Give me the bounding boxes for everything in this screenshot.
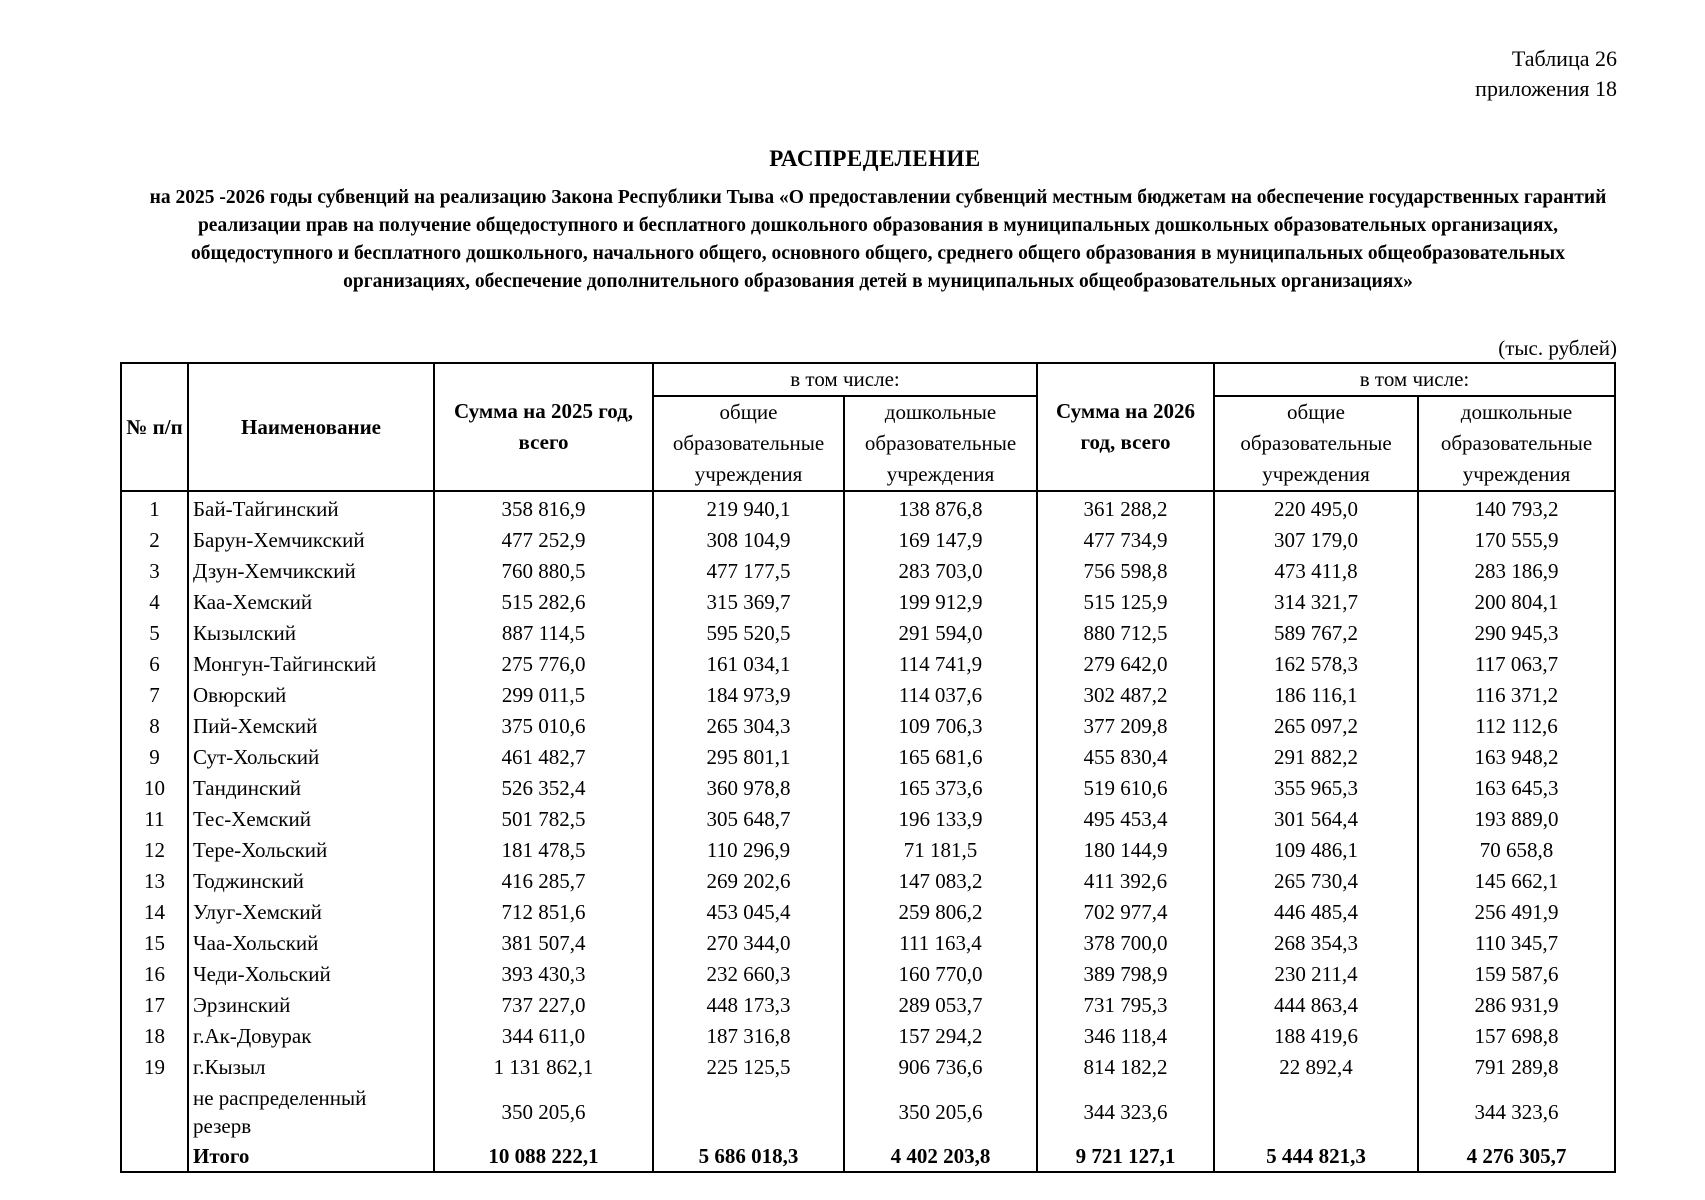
row-number: 15	[121, 928, 188, 959]
preschool-2026-cell: 110 345,7	[1418, 928, 1615, 959]
total-preschool-2025: 4 402 203,8	[844, 1141, 1037, 1172]
sum-2026-cell: 880 712,5	[1037, 618, 1214, 649]
general-2025-cell: 265 304,3	[653, 711, 844, 742]
district-name: Овюрский	[188, 680, 434, 711]
row-number: 6	[121, 649, 188, 680]
table-row	[121, 587, 1615, 618]
total-general-2025: 5 686 018,3	[653, 1141, 844, 1172]
row-number: 8	[121, 711, 188, 742]
sum-2025-cell: 1 131 862,1	[434, 1052, 653, 1083]
general-2025-cell: 187 316,8	[653, 1021, 844, 1052]
general-2025-cell: 477 177,5	[653, 556, 844, 587]
preschool-2025-cell: 906 736,6	[844, 1052, 1037, 1083]
general-2026-cell: 109 486,1	[1214, 835, 1418, 866]
preschool-2026-cell: 157 698,8	[1418, 1021, 1615, 1052]
row-number: 11	[121, 804, 188, 835]
district-name: Тандинский	[188, 773, 434, 804]
general-2026-cell: 230 211,4	[1214, 959, 1418, 990]
total-preschool-2026: 4 276 305,7	[1418, 1141, 1615, 1172]
preschool-2026-cell: 117 063,7	[1418, 649, 1615, 680]
col-header-preschool-2026: дошкольные образовательные учреждения	[1418, 396, 1615, 491]
general-2026-cell: 355 965,3	[1214, 773, 1418, 804]
sum-2025-cell: 358 816,9	[434, 491, 653, 525]
row-number: 12	[121, 835, 188, 866]
sum-2025-cell: 381 507,4	[434, 928, 653, 959]
preschool-2026-cell: 70 658,8	[1418, 835, 1615, 866]
general-2025-cell: 219 940,1	[653, 491, 844, 525]
general-2025-cell: 305 648,7	[653, 804, 844, 835]
sum-2026-cell: 731 795,3	[1037, 990, 1214, 1021]
table-row	[121, 680, 1615, 711]
sum-2025-cell: 181 478,5	[434, 835, 653, 866]
sum-2025-cell: 887 114,5	[434, 618, 653, 649]
general-2026-cell: 162 578,3	[1214, 649, 1418, 680]
units-label: (тыс. рублей)	[1498, 336, 1617, 360]
table-row	[121, 525, 1615, 556]
table-row	[121, 618, 1615, 649]
row-number: 9	[121, 742, 188, 773]
district-name: Чеди-Хольский	[188, 959, 434, 990]
preschool-2025-cell: 114 741,9	[844, 649, 1037, 680]
table-row	[121, 742, 1615, 773]
row-number: 16	[121, 959, 188, 990]
sum-2025-cell: 375 010,6	[434, 711, 653, 742]
sum-2026-cell: 377 209,8	[1037, 711, 1214, 742]
general-2025-cell: 269 202,6	[653, 866, 844, 897]
table-reference	[1475, 44, 1617, 104]
district-name: Тоджинский	[188, 866, 434, 897]
preschool-2026-cell: 256 491,9	[1418, 897, 1615, 928]
preschool-2026-cell: 283 186,9	[1418, 556, 1615, 587]
table-row	[121, 897, 1615, 928]
reserve-general-2026	[1214, 1083, 1418, 1141]
preschool-2026-cell: 200 804,1	[1418, 587, 1615, 618]
col-header-general-2025: общие образовательные учреждения	[653, 396, 844, 491]
total-sum-2026: 9 721 127,1	[1037, 1141, 1214, 1172]
district-name: г.Кызыл	[188, 1052, 434, 1083]
general-2025-cell: 360 978,8	[653, 773, 844, 804]
sum-2026-cell: 519 610,6	[1037, 773, 1214, 804]
sum-2025-cell: 275 776,0	[434, 649, 653, 680]
sum-2026-cell: 361 288,2	[1037, 491, 1214, 525]
reserve-sum-2026: 344 323,6	[1037, 1083, 1214, 1141]
district-name: Чаа-Хольский	[188, 928, 434, 959]
district-name: Кызылский	[188, 618, 434, 649]
district-name: Каа-Хемский	[188, 587, 434, 618]
table-row	[121, 1021, 1615, 1052]
preschool-2025-cell: 109 706,3	[844, 711, 1037, 742]
reserve-general-2025	[653, 1083, 844, 1141]
appendix-number: приложения 18	[1475, 76, 1617, 101]
preschool-2025-cell: 111 163,4	[844, 928, 1037, 959]
preschool-2026-cell: 163 645,3	[1418, 773, 1615, 804]
district-name: Дзун-Хемчикский	[188, 556, 434, 587]
row-number: 19	[121, 1052, 188, 1083]
general-2026-cell: 307 179,0	[1214, 525, 1418, 556]
table-row	[121, 773, 1615, 804]
sum-2026-cell: 378 700,0	[1037, 928, 1214, 959]
col-header-name: Наименование	[188, 363, 434, 491]
preschool-2025-cell: 289 053,7	[844, 990, 1037, 1021]
table-row	[121, 928, 1615, 959]
general-2026-cell: 314 321,7	[1214, 587, 1418, 618]
preschool-2026-cell: 193 889,0	[1418, 804, 1615, 835]
sum-2025-cell: 416 285,7	[434, 866, 653, 897]
sum-2026-cell: 389 798,9	[1037, 959, 1214, 990]
sum-2025-cell: 344 611,0	[434, 1021, 653, 1052]
district-name: Барун-Хемчикский	[188, 525, 434, 556]
general-2025-cell: 161 034,1	[653, 649, 844, 680]
row-number-empty	[121, 1083, 188, 1141]
preschool-2025-cell: 165 373,6	[844, 773, 1037, 804]
sum-2025-cell: 477 252,9	[434, 525, 653, 556]
general-2026-cell: 265 097,2	[1214, 711, 1418, 742]
preschool-2025-cell: 196 133,9	[844, 804, 1037, 835]
sum-2025-cell: 501 782,5	[434, 804, 653, 835]
preschool-2026-cell: 112 112,6	[1418, 711, 1615, 742]
sum-2026-cell: 180 144,9	[1037, 835, 1214, 866]
table-row	[121, 711, 1615, 742]
preschool-2025-cell: 160 770,0	[844, 959, 1037, 990]
preschool-2025-cell: 114 037,6	[844, 680, 1037, 711]
general-2025-cell: 225 125,5	[653, 1052, 844, 1083]
preschool-2025-cell: 165 681,6	[844, 742, 1037, 773]
sum-2026-cell: 495 453,4	[1037, 804, 1214, 835]
general-2026-cell: 265 730,4	[1214, 866, 1418, 897]
preschool-2026-cell: 286 931,9	[1418, 990, 1615, 1021]
sum-2026-cell: 455 830,4	[1037, 742, 1214, 773]
row-number: 13	[121, 866, 188, 897]
preschool-2025-cell: 157 294,2	[844, 1021, 1037, 1052]
total-sum-2025: 10 088 222,1	[434, 1141, 653, 1172]
row-number: 7	[121, 680, 188, 711]
sum-2026-cell: 477 734,9	[1037, 525, 1214, 556]
district-name: г.Ак-Довурак	[188, 1021, 434, 1052]
district-name: Эрзинский	[188, 990, 434, 1021]
general-2025-cell: 295 801,1	[653, 742, 844, 773]
sum-2026-cell: 411 392,6	[1037, 866, 1214, 897]
district-name: Бай-Тайгинский	[188, 491, 434, 525]
row-number-empty	[121, 1141, 188, 1172]
sum-2026-cell: 756 598,8	[1037, 556, 1214, 587]
preschool-2026-cell: 159 587,6	[1418, 959, 1615, 990]
col-header-preschool-2025: дошкольные образовательные учреждения	[844, 396, 1037, 491]
row-number: 5	[121, 618, 188, 649]
row-number: 17	[121, 990, 188, 1021]
col-header-num: № п/п	[121, 363, 188, 491]
preschool-2026-cell: 116 371,2	[1418, 680, 1615, 711]
table-row	[121, 556, 1615, 587]
sum-2026-cell: 346 118,4	[1037, 1021, 1214, 1052]
general-2025-cell: 453 045,4	[653, 897, 844, 928]
document-title: РАСПРЕДЕЛЕНИЕ	[769, 146, 981, 171]
general-2026-cell: 188 419,6	[1214, 1021, 1418, 1052]
col-header-sum-2025: Сумма на 2025 год, всего	[434, 363, 653, 491]
reserve-sum-2025: 350 205,6	[434, 1083, 653, 1141]
preschool-2025-cell: 138 876,8	[844, 491, 1037, 525]
district-name: Монгун-Тайгинский	[188, 649, 434, 680]
table-row	[121, 804, 1615, 835]
district-name: Пий-Хемский	[188, 711, 434, 742]
general-2025-cell: 110 296,9	[653, 835, 844, 866]
general-2025-cell: 315 369,7	[653, 587, 844, 618]
table-number: Таблица 26	[1511, 46, 1617, 71]
preschool-2026-cell: 290 945,3	[1418, 618, 1615, 649]
general-2026-cell: 589 767,2	[1214, 618, 1418, 649]
sum-2025-cell: 712 851,6	[434, 897, 653, 928]
preschool-2026-cell: 140 793,2	[1418, 491, 1615, 525]
general-2026-cell: 268 354,3	[1214, 928, 1418, 959]
preschool-2025-cell: 259 806,2	[844, 897, 1037, 928]
reserve-preschool-2026: 344 323,6	[1418, 1083, 1615, 1141]
row-number: 10	[121, 773, 188, 804]
preschool-2025-cell: 169 147,9	[844, 525, 1037, 556]
sum-2025-cell: 515 282,6	[434, 587, 653, 618]
col-header-incl-2025: в том числе:	[653, 363, 1037, 396]
total-general-2026: 5 444 821,3	[1214, 1141, 1418, 1172]
table-row	[121, 959, 1615, 990]
sum-2025-cell: 461 482,7	[434, 742, 653, 773]
preschool-2026-cell: 163 948,2	[1418, 742, 1615, 773]
distribution-table	[120, 362, 1616, 1173]
row-number: 14	[121, 897, 188, 928]
general-2026-cell: 22 892,4	[1214, 1052, 1418, 1083]
sum-2025-cell: 299 011,5	[434, 680, 653, 711]
reserve-row	[121, 1083, 1615, 1141]
preschool-2026-cell: 170 555,9	[1418, 525, 1615, 556]
sum-2026-cell: 814 182,2	[1037, 1052, 1214, 1083]
table-header	[121, 363, 1615, 491]
district-name: Сут-Хольский	[188, 742, 434, 773]
col-header-incl-2026: в том числе:	[1214, 363, 1615, 396]
preschool-2025-cell: 283 703,0	[844, 556, 1037, 587]
general-2025-cell: 595 520,5	[653, 618, 844, 649]
table-row	[121, 866, 1615, 897]
table-row	[121, 835, 1615, 866]
preschool-2026-cell: 145 662,1	[1418, 866, 1615, 897]
sum-2026-cell: 702 977,4	[1037, 897, 1214, 928]
general-2026-cell: 220 495,0	[1214, 491, 1418, 525]
table-row	[121, 649, 1615, 680]
general-2026-cell: 473 411,8	[1214, 556, 1418, 587]
sum-2026-cell: 302 487,2	[1037, 680, 1214, 711]
row-number: 4	[121, 587, 188, 618]
row-number: 2	[121, 525, 188, 556]
sum-2026-cell: 279 642,0	[1037, 649, 1214, 680]
col-header-general-2026: общие образовательные учреждения	[1214, 396, 1418, 491]
col-header-sum-2026: Сумма на 2026 год, всего	[1037, 363, 1214, 491]
general-2025-cell: 184 973,9	[653, 680, 844, 711]
preschool-2025-cell: 147 083,2	[844, 866, 1037, 897]
preschool-2025-cell: 199 912,9	[844, 587, 1037, 618]
general-2025-cell: 270 344,0	[653, 928, 844, 959]
reserve-name: не распределенный резерв	[188, 1083, 434, 1141]
preschool-2025-cell: 71 181,5	[844, 835, 1037, 866]
general-2026-cell: 291 882,2	[1214, 742, 1418, 773]
general-2025-cell: 308 104,9	[653, 525, 844, 556]
sum-2025-cell: 393 430,3	[434, 959, 653, 990]
preschool-2026-cell: 791 289,8	[1418, 1052, 1615, 1083]
sum-2025-cell: 760 880,5	[434, 556, 653, 587]
row-number: 1	[121, 491, 188, 525]
district-name: Тере-Хольский	[188, 835, 434, 866]
sum-2025-cell: 526 352,4	[434, 773, 653, 804]
table-body	[121, 491, 1615, 1172]
total-row	[121, 1141, 1615, 1172]
district-name: Улуг-Хемский	[188, 897, 434, 928]
reserve-preschool-2025: 350 205,6	[844, 1083, 1037, 1141]
table-row	[121, 491, 1615, 525]
general-2025-cell: 232 660,3	[653, 959, 844, 990]
general-2025-cell: 448 173,3	[653, 990, 844, 1021]
table-row	[121, 990, 1615, 1021]
sum-2026-cell: 515 125,9	[1037, 587, 1214, 618]
document-subtitle: на 2025 -2026 годы субвенций на реализацию Закона Республики Тыва «О предоставлении субвенций местным бюджетам на обеспечение государственных гарантий реализации прав на получение общедоступного и бесплатного дошкольного образования в муниципальных дошкольных образовательных организациях, общедоступного и бесплатного дошкольного, начального общего, основного общего, среднего общего образования в муниципальных общеобразовательных организациях, обеспечение дополнительного образования детей в муниципальных общеобразовательных организациях»	[149, 187, 1607, 292]
general-2026-cell: 186 116,1	[1214, 680, 1418, 711]
row-number: 3	[121, 556, 188, 587]
general-2026-cell: 446 485,4	[1214, 897, 1418, 928]
general-2026-cell: 301 564,4	[1214, 804, 1418, 835]
row-number: 18	[121, 1021, 188, 1052]
table-row	[121, 1052, 1615, 1083]
total-label: Итого	[188, 1141, 434, 1172]
sum-2025-cell: 737 227,0	[434, 990, 653, 1021]
general-2026-cell: 444 863,4	[1214, 990, 1418, 1021]
district-name: Тес-Хемский	[188, 804, 434, 835]
preschool-2025-cell: 291 594,0	[844, 618, 1037, 649]
